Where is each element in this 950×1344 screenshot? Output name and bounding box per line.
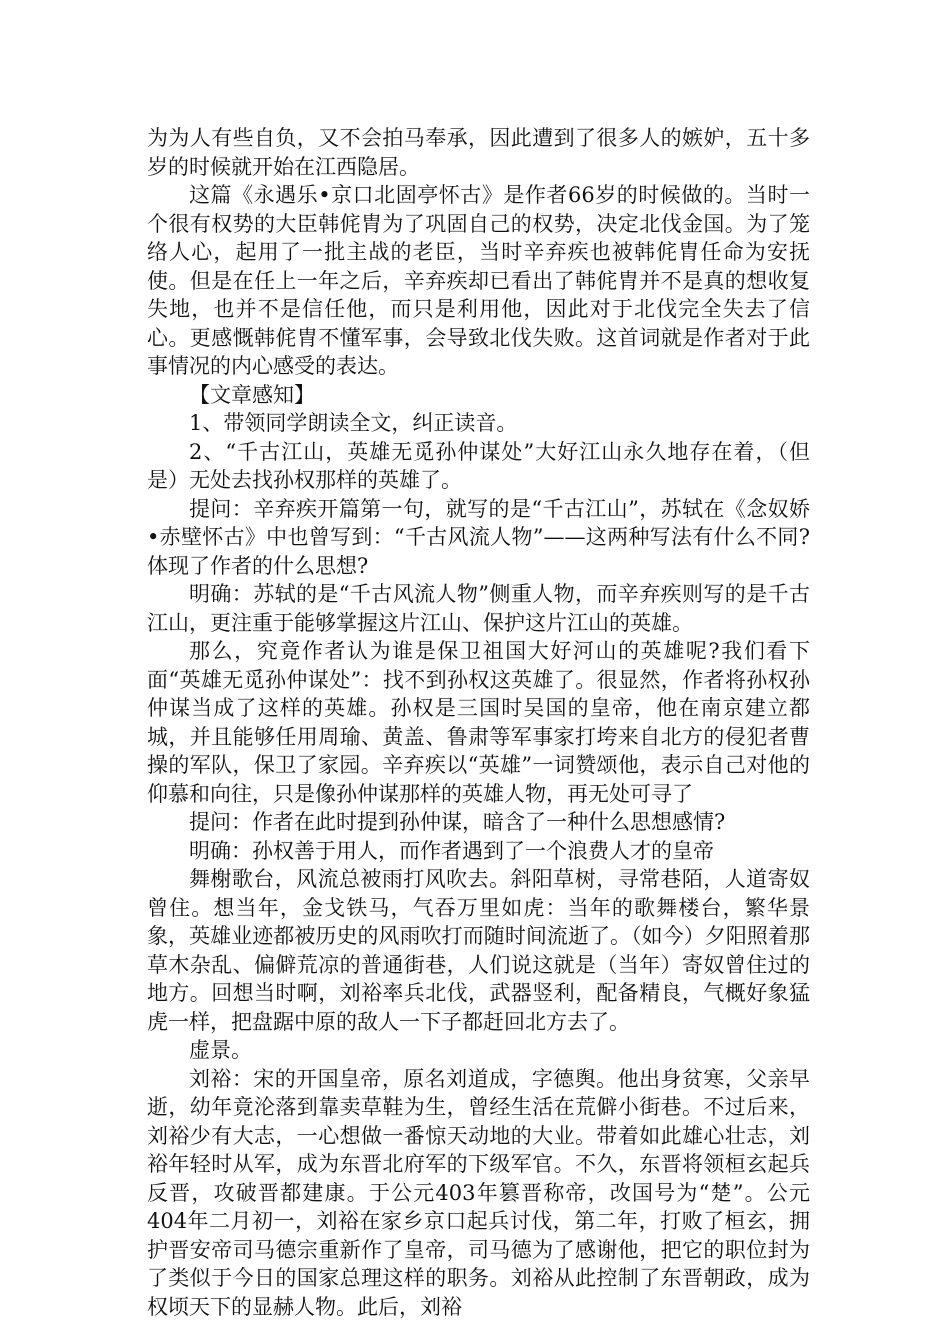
paragraph-sun-quan: 那么，究竟作者认为谁是保卫祖国大好河山的英雄呢?我们看下面“英雄无觅孙仲谋处”：找不到孙权这英雄了。很显然，作者将孙权孙仲谋当成了这样的英雄。孙权是三国时吴国的皇帝，他在南京建立都城，并且能够任用周瑜、黄盖、鲁肃等军事家打垮来自北方的侵犯者曹操的军队，保卫了家园。辛弃疾以“英雄”一词赞颂他，表示自己对他的仰慕和向往，只是像孙仲谋那样的英雄人物，再无处可寻了 — [147, 639, 810, 806]
document-page — [147, 124, 810, 1321]
paragraph-background: 这篇《永遇乐•京口北固亭怀古》是作者66岁的时候做的。当时一个很有权势的大臣韩侂胄为了巩固自己的权势，决定北伐金国。为了笼络人心，起用了一批主战的老臣，当时辛弃疾也被韩侂胄任命为安抚使。但是在任上一年之后，辛弃疾却已看出了韩侂胄并不是真的想收复失地，也并不是信任他，而只是利用他，因此对于北伐完全失去了信心。更感慨韩侂胄不懂军事，会导致北伐失败。这首词就是作者对于此事情况的内心感受的表达。 — [147, 183, 810, 378]
section-heading-article-perception: 【文章感知】 — [189, 382, 315, 407]
paragraph-step-2: 2、“千古江山，英雄无觅孙仲谋处”大好江山永久地存在着，（但是）无处去找孙权那样的英雄了。 — [147, 439, 810, 492]
paragraph-verse-explanation: 舞榭歌台，风流总被雨打风吹去。斜阳草树，寻常巷陌，人道寄奴曾住。想当年，金戈铁马，气吞万里如虎：当年的歌舞楼台，繁华景象，英雄业迹都被历史的风雨吹打而随时间流逝了。（如今）夕阳照着那草木杂乱、偏僻荒凉的普通街巷，人们说这就是（当年）寄奴曾住过的地方。回想当时啊，刘裕率兵北伐，武器竖利，配备精良，气概好象猛虎一样，把盘踞中原的敌人一下子都赶回北方去了。 — [147, 867, 810, 1034]
paragraph-answer-1: 明确：苏轼的是“千古风流人物”侧重人物，而辛弃疾则写的是千古江山，更注重于能够掌握这片江山、保护这片江山的英雄。 — [147, 582, 810, 635]
paragraph-answer-2: 明确：孙权善于用人，而作者遇到了一个浪费人才的皇帝 — [189, 838, 714, 863]
paragraph-question-2: 提问：作者在此时提到孙仲谋，暗含了一种什么思想感情? — [189, 810, 726, 834]
paragraph-step-1: 1、带领同学朗读全文，纠正读音。 — [189, 411, 518, 435]
paragraph-question-1: 提问：辛弃疾开篇第一句，就写的是“千古江山”，苏轼在《念奴娇•赤壁怀古》中也曾写到：“千古风流人物”——这两种写法有什么不同?体现了作者的什么思想? — [147, 496, 810, 578]
paragraph-virtual-scene: 虚景。 — [189, 1038, 252, 1062]
paragraph-liu-yu: 刘裕：宋的开国皇帝，原名刘道成，字德舆。他出身贫寒，父亲早逝，幼年竟沦落到靠卖草鞋为生，曾经生活在荒僻小街巷。不过后来，刘裕少有大志，一心想做一番惊天动地的大业。带着如此雄心壮志，刘裕年轻时从军，成为东晋北府军的下级军官。不久，东晋将领桓玄起兵反晋，攻破晋都建康。于公元403年篡晋称帝，改国号为“楚”。公元404年二月初一，刘裕在家乡京口起兵讨伐，第二年，打败了桓玄，拥护晋安帝司马德宗重新作了皇帝，司马德为了感谢他，把它的职位封为了类似于今日的国家总理这样的职务。刘裕从此控制了东晋朝政，成为权顷天下的显赫人物。此后，刘裕 — [147, 1066, 810, 1319]
paragraph-intro-continuation: 为为人有些自负，又不会拍马奉承，因此遭到了很多人的嫉妒，五十多岁的时候就开始在江西隐居。 — [147, 126, 810, 179]
